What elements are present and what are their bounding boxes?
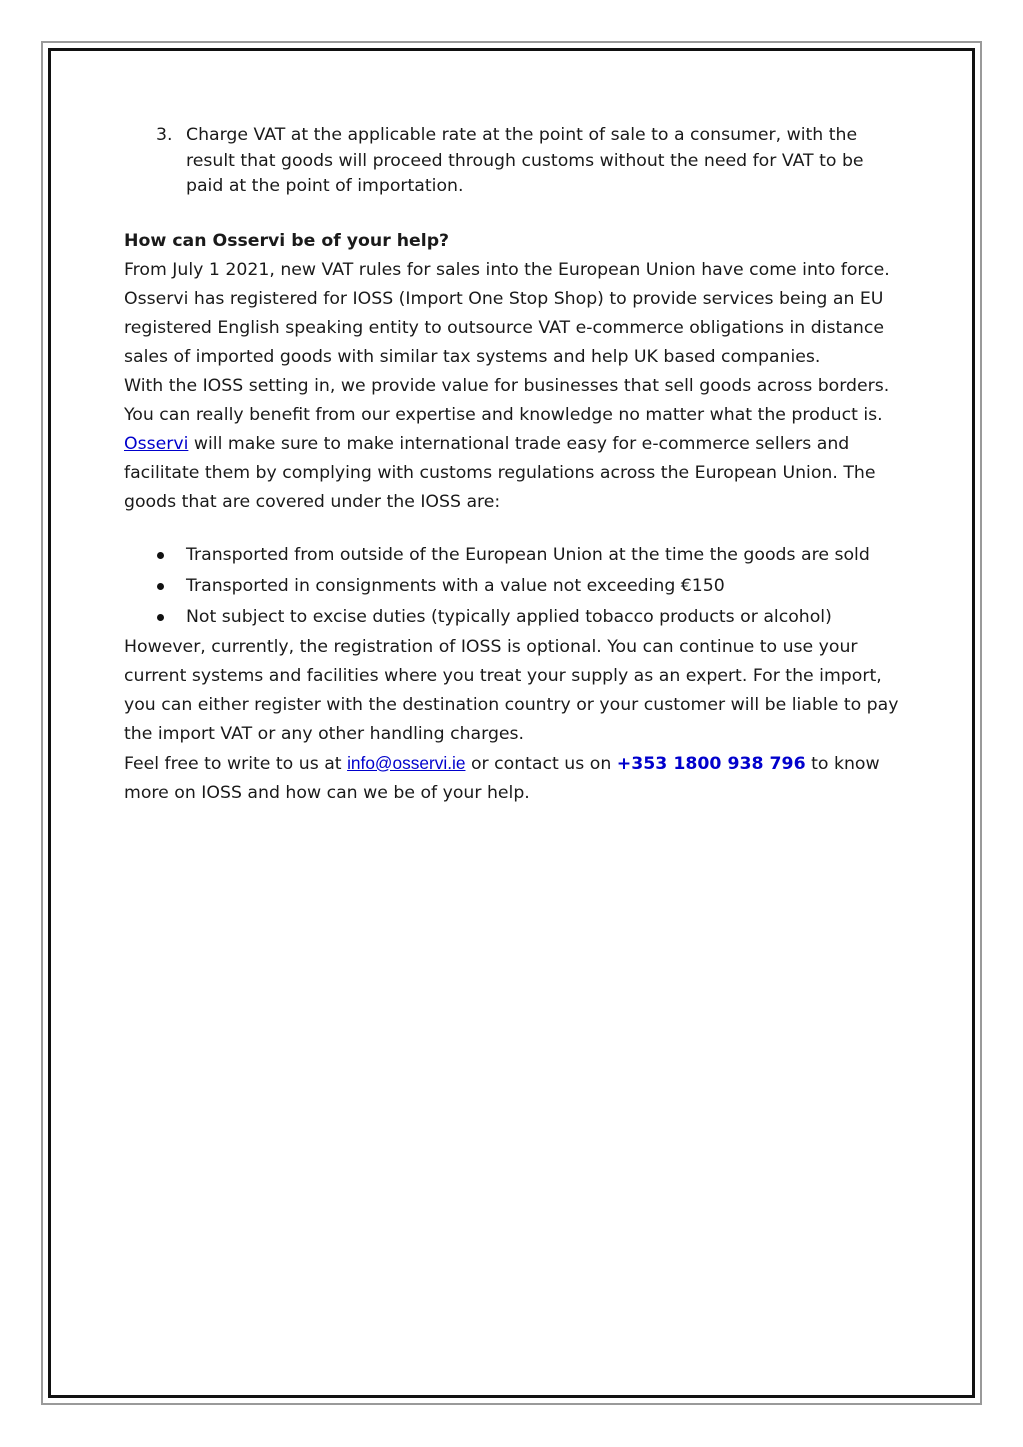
paragraph-contact [124,749,904,808]
bullet-text: Not subject to excise duties (typically applied tobacco products or alcohol) [186,606,832,627]
bullet-text: Transported in consignments with a value not exceeding €150 [186,575,725,596]
paragraph-ioss-value [124,372,904,517]
document-body [124,123,904,808]
email-link[interactable]: info@osservi.ie [347,752,466,773]
bullet-icon [157,614,164,621]
bullet-text: Transported from outside of the European Union at the time the goods are sold [186,544,870,565]
list-item-number: 3. [156,125,173,145]
list-item-text: Charge VAT at the applicable rate at the point of sale to a consumer, with the result that goods will proceed through customs without the need for VAT to be paid at the point of importation. [186,125,864,196]
bullet-list-item [124,602,904,633]
phone-number: +353 1800 938 796 [616,753,806,774]
paragraph-text: will make sure to make international trade easy for e-commerce sellers and facilitate them by complying with customs regulations across the European Union. The goods that are covered under the IOSS are: [124,433,876,512]
bullet-icon [157,583,164,590]
paragraph-text: or contact us on [465,753,617,774]
numbered-list-item [124,123,904,200]
bullet-list-item [124,571,904,602]
bullet-list-item [124,540,904,571]
paragraph-text: With the IOSS setting in, we provide value for businesses that sell goods across borders. You can really benefit from our expertise and knowledge no matter what the product is. [124,375,890,425]
paragraph-text: to know more on IOSS and how can we be of your help. [124,753,880,803]
bullet-list [124,540,904,633]
paragraph-registration-optional: However, currently, the registration of IOSS is optional. You can continue to use your current systems and facilities where you treat your supply as an expert. For the import, you can either register with the destination country or your customer will be liable to pay the import VAT or any other handling charges. [124,636,899,744]
paragraph-vat-rules: From July 1 2021, new VAT rules for sales into the European Union have come into force. Osservi has registered for IOSS (Import One Stop Shop) to provide services being an EU registered English speaking entity to outsource VAT e-commerce obligations in distance sales of imported goods with similar tax systems and help UK based companies. [124,259,890,367]
paragraph-text: Feel free to write to us at [124,753,348,774]
bullet-icon [157,552,164,559]
osservi-link[interactable]: Osservi [124,433,189,454]
section-heading: How can Osservi be of your help? [124,230,450,251]
